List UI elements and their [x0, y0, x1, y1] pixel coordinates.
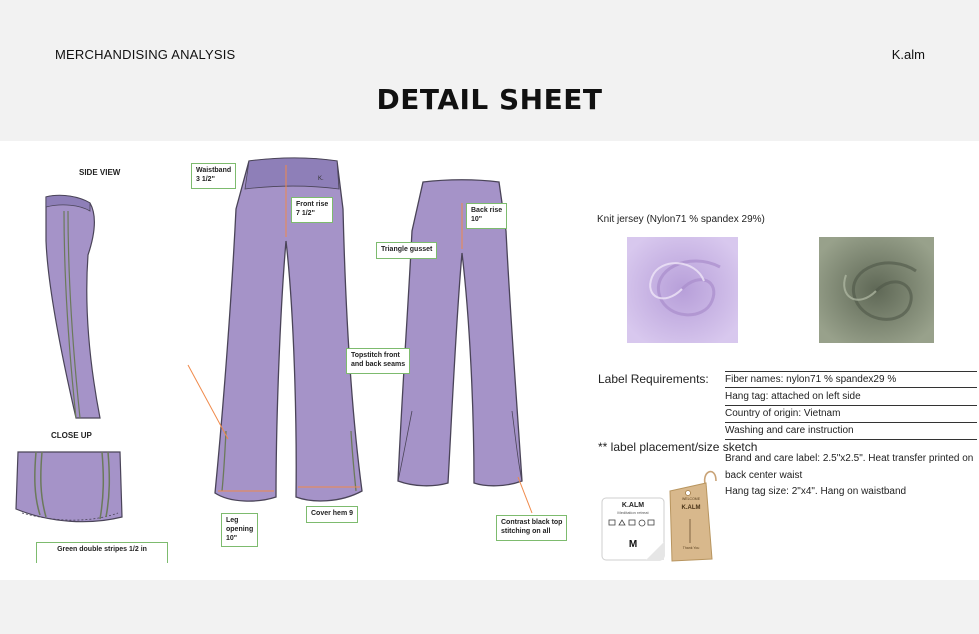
hang-tag-top: WELCOME	[681, 497, 701, 501]
hang-tag-spec: Hang tag size: 2"x4". Hang on waistband	[725, 486, 907, 497]
hang-tag-brand: K.ALM	[681, 505, 701, 511]
callout-back-rise: Back rise 10"	[466, 203, 507, 229]
requirement-row: Country of origin: Vietnam	[725, 406, 977, 423]
care-tag-sub: Meditation retreat	[617, 510, 649, 515]
lavender-fabric-swatch	[627, 237, 738, 343]
callout-contrast-stitching: Contrast black top stitching on all	[496, 515, 567, 541]
label-requirements-title: Label Requirements:	[598, 372, 709, 386]
callout-triangle-gusset: Triangle gusset	[376, 242, 437, 259]
care-tag-brand: K.ALM	[621, 502, 645, 509]
placement-title: ** label placement/size sketch	[598, 440, 758, 454]
page-title: DETAIL SHEET	[376, 83, 603, 116]
side-view-pant	[46, 195, 100, 418]
front-view-pant	[188, 158, 362, 501]
close-up-detail	[16, 452, 122, 522]
hang-tag-bottom: Thank You	[682, 546, 700, 550]
care-label-spec: Brand and care label: 2.5"x2.5". Heat transfer printed on back center waist	[725, 453, 974, 481]
waistband-logo: K.	[318, 176, 324, 182]
close-up-caption: CLOSE UP	[51, 431, 92, 440]
callout-leg-opening: Leg opening 10"	[221, 513, 258, 547]
callout-green-stripes: Green double stripes 1/2 in	[36, 542, 168, 563]
detail-sheet-panel	[0, 141, 979, 580]
callout-front-rise: Front rise 7 1/2"	[291, 197, 333, 223]
requirement-row: Washing and care instruction	[725, 423, 977, 440]
side-view-caption: SIDE VIEW	[79, 168, 121, 177]
callout-cover-hem: Cover hem 9	[306, 506, 358, 523]
header-brand: K.alm	[891, 47, 925, 62]
requirement-row: Fiber names: nylon71 % spandex29 %	[725, 371, 977, 388]
requirement-row: Hang tag: attached on left side	[725, 389, 977, 406]
callout-waistband: Waistband 3 1/2"	[191, 163, 236, 189]
back-view-pant	[398, 180, 532, 513]
fabric-label: Knit jersey (Nylon71 % spandex 29%)	[597, 214, 765, 225]
callout-topstitch: Topstitch front and back seams	[346, 348, 410, 374]
header-left: MERCHANDISING ANALYSIS	[55, 47, 236, 62]
olive-fabric-swatch	[819, 237, 934, 343]
care-tag-size: M	[628, 539, 638, 550]
